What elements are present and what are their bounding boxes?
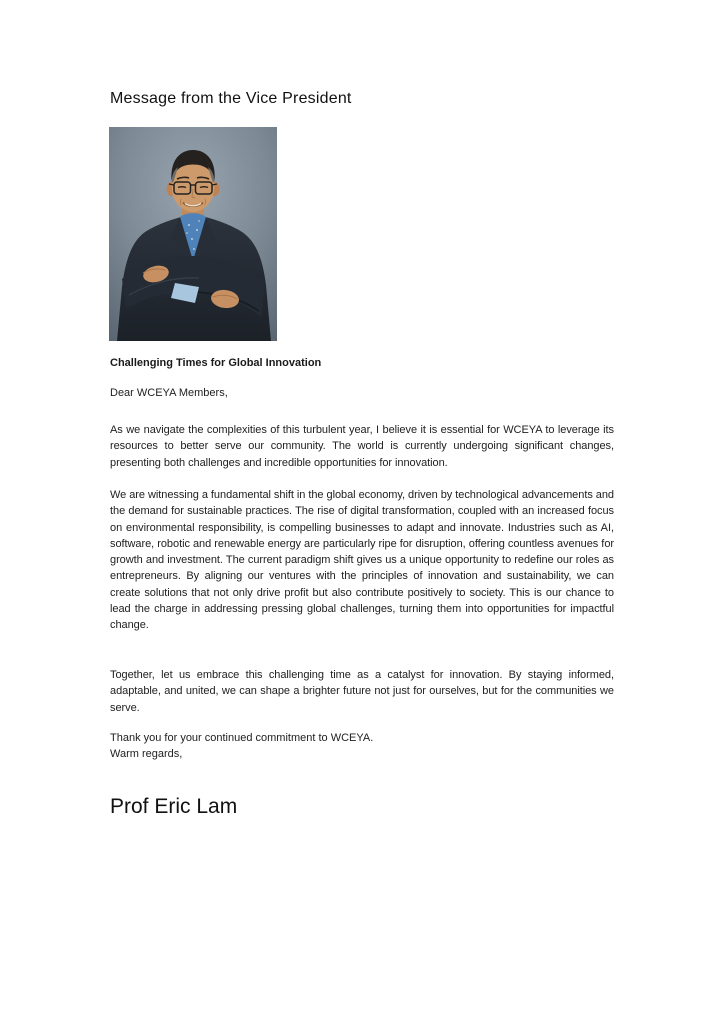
- salutation-line: Dear WCEYA Members,: [110, 387, 228, 399]
- regards-line: Warm regards,: [110, 748, 183, 761]
- signature-name: Prof Eric Lam: [110, 795, 238, 818]
- vice-president-photo: [109, 127, 277, 341]
- page-title: Message from the Vice President: [110, 90, 352, 107]
- portrait-photo-illustration: [109, 127, 277, 341]
- body-paragraph-1: As we navigate the complexities of this turbulent year, I believe it is essential for WCEYA to leverage its resources to better serve our community. The world is currently undergoing significant changes, presenting both challenges and incredible opportunities for innovation.: [110, 424, 614, 469]
- body-paragraph-2: We are witnessing a fundamental shift in the global economy, driven by technological advancements and the demand for sustainable practices. The rise of digital transformation, coupled with an increased focus on environmental responsibility, is compelling businesses to adapt and innovate. Industries such as AI, software, robotic and renewable energy are particularly ripe for disruption, offering countless avenues for growth and investment. The current paradigm shift gives us a unique opportunity to redefine our roles as entrepreneurs. By aligning our ventures with the principles of innovation and sustainability, we can create solutions that not only drive profit but also contribute positively to society. This is our chance to lead the charge in addressing pressing global challenges, turning them into opportunities for impactful change.: [110, 489, 614, 632]
- closing-block: [110, 730, 614, 763]
- closing-line: Thank you for your continued commitment to WCEYA.: [110, 732, 374, 744]
- article-subheading: Challenging Times for Global Innovation: [110, 357, 322, 369]
- body-paragraph-3: Together, let us embrace this challenging time as a catalyst for innovation. By staying informed, adaptable, and united, we can shape a brighter future not just for ourselves, but for the communities we serve.: [110, 669, 614, 714]
